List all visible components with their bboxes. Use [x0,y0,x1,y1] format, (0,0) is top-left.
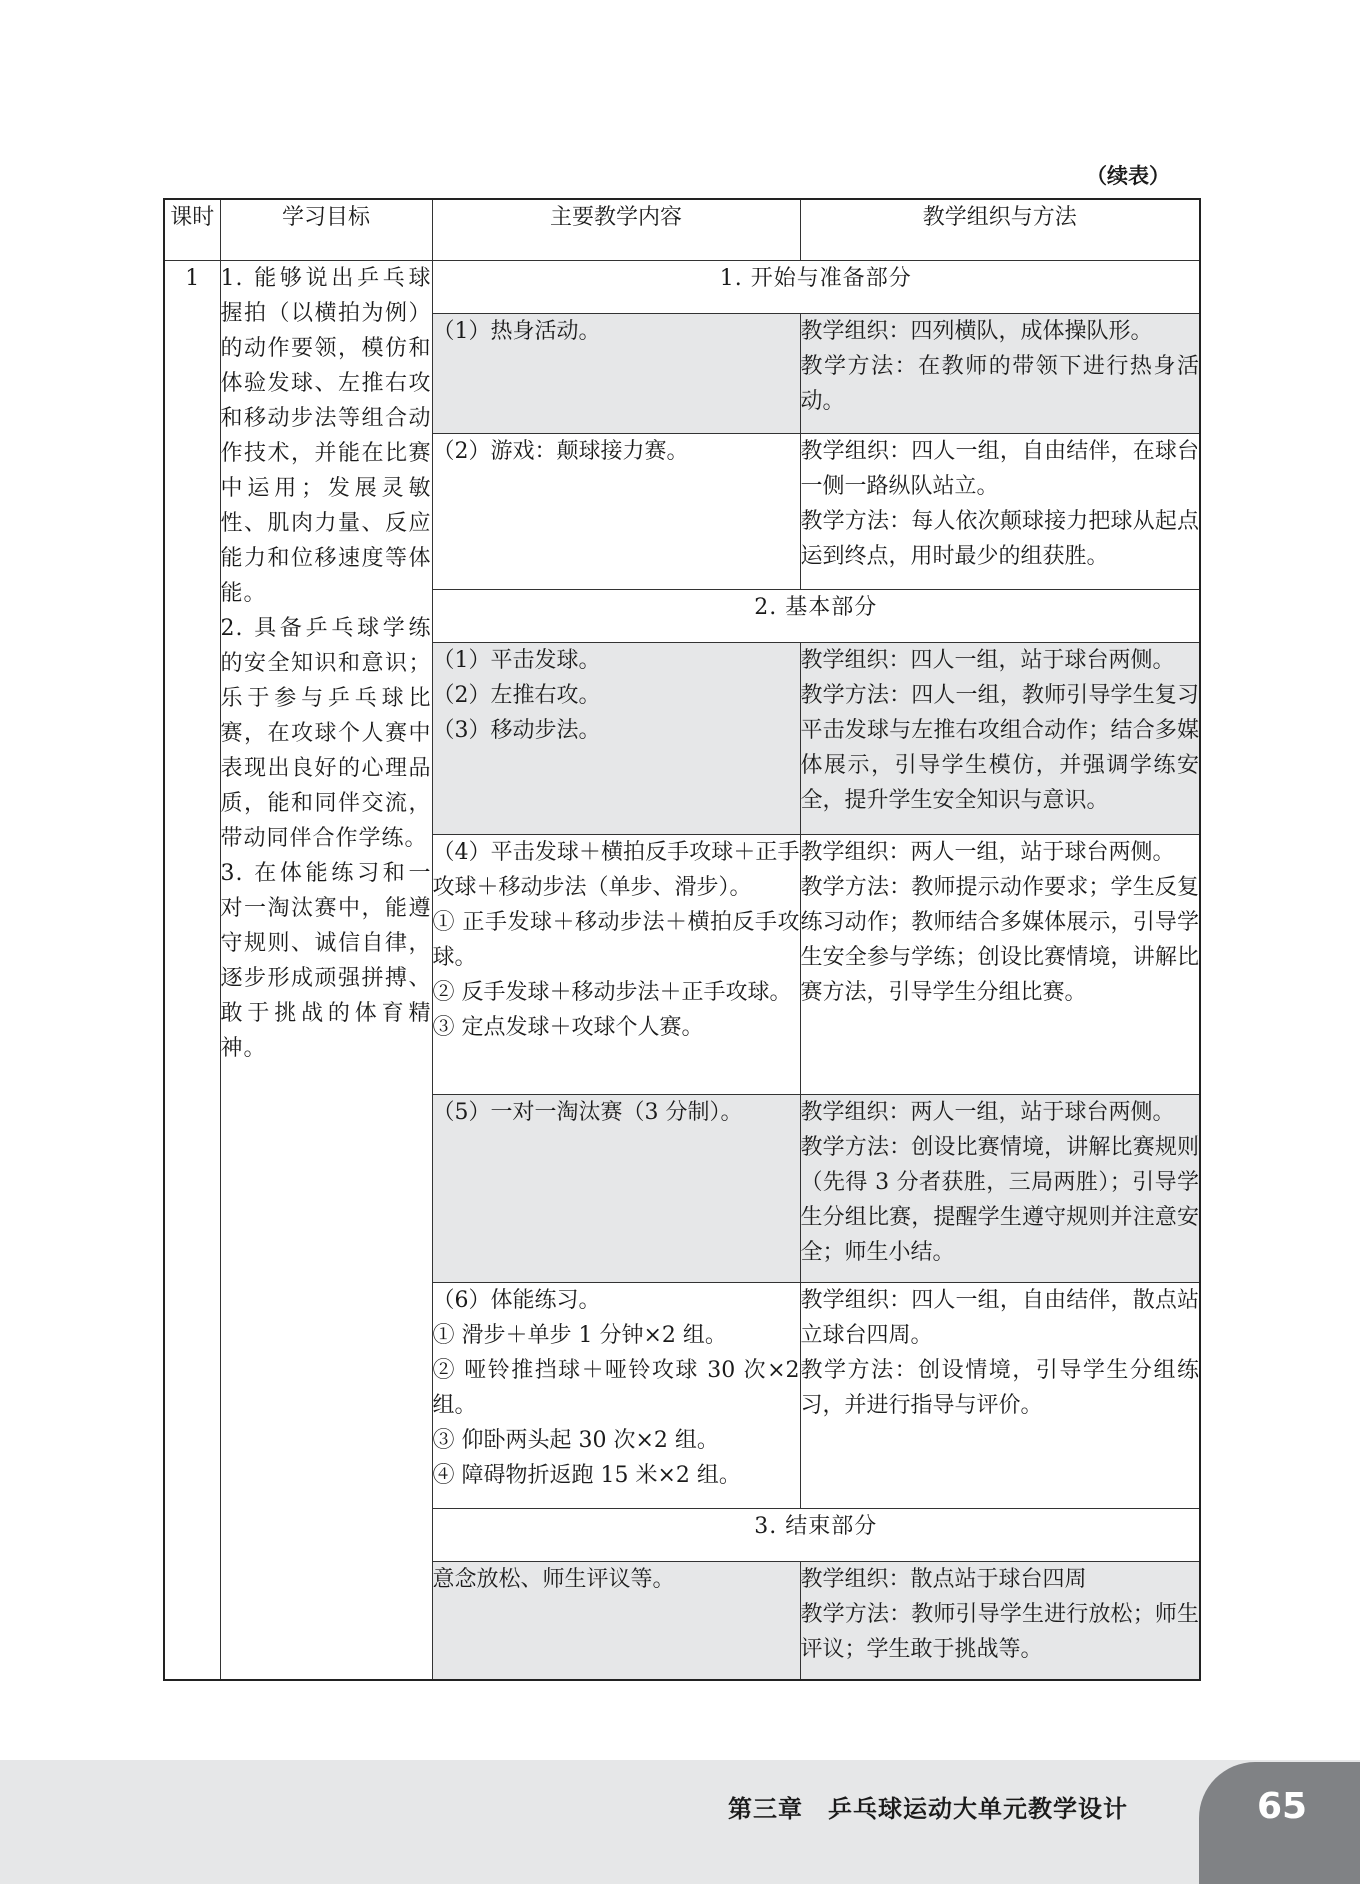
page-number: 65 [1256,1786,1308,1827]
method-cell: 教学组织：四人一组，自由结伴，在球台一侧一路纵队站立。 教学方法：每人依次颠球接力把球从起点运到终点，用时最少的组获胜。 [800,434,1200,590]
method-cell: 教学组织：四列横队，成体操队形。 教学方法：在教师的带领下进行热身活动。 [800,314,1200,434]
header-method: 教学组织与方法 [800,199,1200,261]
chapter-title: 第三章 乒乓球运动大单元教学设计 [728,1795,1128,1823]
section-title: 1. 开始与准备部分 [432,261,1200,314]
table-header-row [164,199,1200,261]
content-cell: 意念放松、师生评议等。 [432,1562,800,1680]
content-cell: （6）体能练习。 ① 滑步＋单步 1 分钟×2 组。 ② 哑铃推挡球＋哑铃攻球 30 次×2 组。 ③ 仰卧两头起 30 次×2 组。 ④ 障碍物折返跑 15 米×2 组。 [432,1283,800,1509]
content-cell: （5）一对一淘汰赛（3 分制）。 [432,1095,800,1283]
table-row [164,261,1200,314]
section-title: 3. 结束部分 [432,1509,1200,1562]
page-footer [0,1760,1360,1884]
method-cell: 教学组织：散点站于球台四周 教学方法：教师引导学生进行放松；师生评议；学生敢于挑战等。 [800,1562,1200,1680]
content-cell: （2）游戏：颠球接力赛。 [432,434,800,590]
learning-goals: 1. 能够说出乒乓球握拍（以横拍为例）的动作要领，模仿和体验发球、左推右攻和移动步法等组合动作技术，并能在比赛中运用；发展灵敏性、肌肉力量、反应能力和位移速度等体能。 2. 具备乒乓球学练的安全知识和意识；乐于参与乒乓球比赛，在攻球个人赛中表现出良好的心理品质，能和同伴交流，带动同伴合作学练。 3. 在体能练习和一对一淘汰赛中，能遵守规则、诚信自律，逐步形成顽强拼搏、敢于挑战的体育精神。 [220,261,432,1680]
method-cell: 教学组织：两人一组，站于球台两侧。 教学方法：创设比赛情境，讲解比赛规则（先得 3 分者获胜，三局两胜）；引导学生分组比赛，提醒学生遵守规则并注意安全；师生小结。 [800,1095,1200,1283]
continued-label: （续表） [1086,164,1170,188]
section-title: 2. 基本部分 [432,590,1200,643]
content-cell: （4）平击发球＋横拍反手攻球＋正手攻球＋移动步法（单步、滑步）。 ① 正手发球＋移动步法＋横拍反手攻球。 ② 反手发球＋移动步法＋正手攻球。 ③ 定点发球＋攻球个人赛。 [432,835,800,1095]
header-lesson: 课时 [164,199,220,261]
method-cell: 教学组织：两人一组，站于球台两侧。 教学方法：教师提示动作要求；学生反复练习动作；教师结合多媒体展示，引导学生安全参与学练；创设比赛情境，讲解比赛方法，引导学生分组比赛。 [800,835,1200,1095]
lesson-plan-table [163,198,1201,1681]
method-cell: 教学组织：四人一组，自由结伴，散点站立球台四周。 教学方法：创设情境，引导学生分组练习，并进行指导与评价。 [800,1283,1200,1509]
header-goals: 学习目标 [220,199,432,261]
lesson-number: 1 [164,261,220,1680]
content-cell: （1）热身活动。 [432,314,800,434]
content-cell: （1）平击发球。 （2）左推右攻。 （3）移动步法。 [432,643,800,835]
method-cell: 教学组织：四人一组，站于球台两侧。 教学方法：四人一组，教师引导学生复习平击发球与左推右攻组合动作；结合多媒体展示，引导学生模仿，并强调学练安全，提升学生安全知识与意识。 [800,643,1200,835]
header-content: 主要教学内容 [432,199,800,261]
